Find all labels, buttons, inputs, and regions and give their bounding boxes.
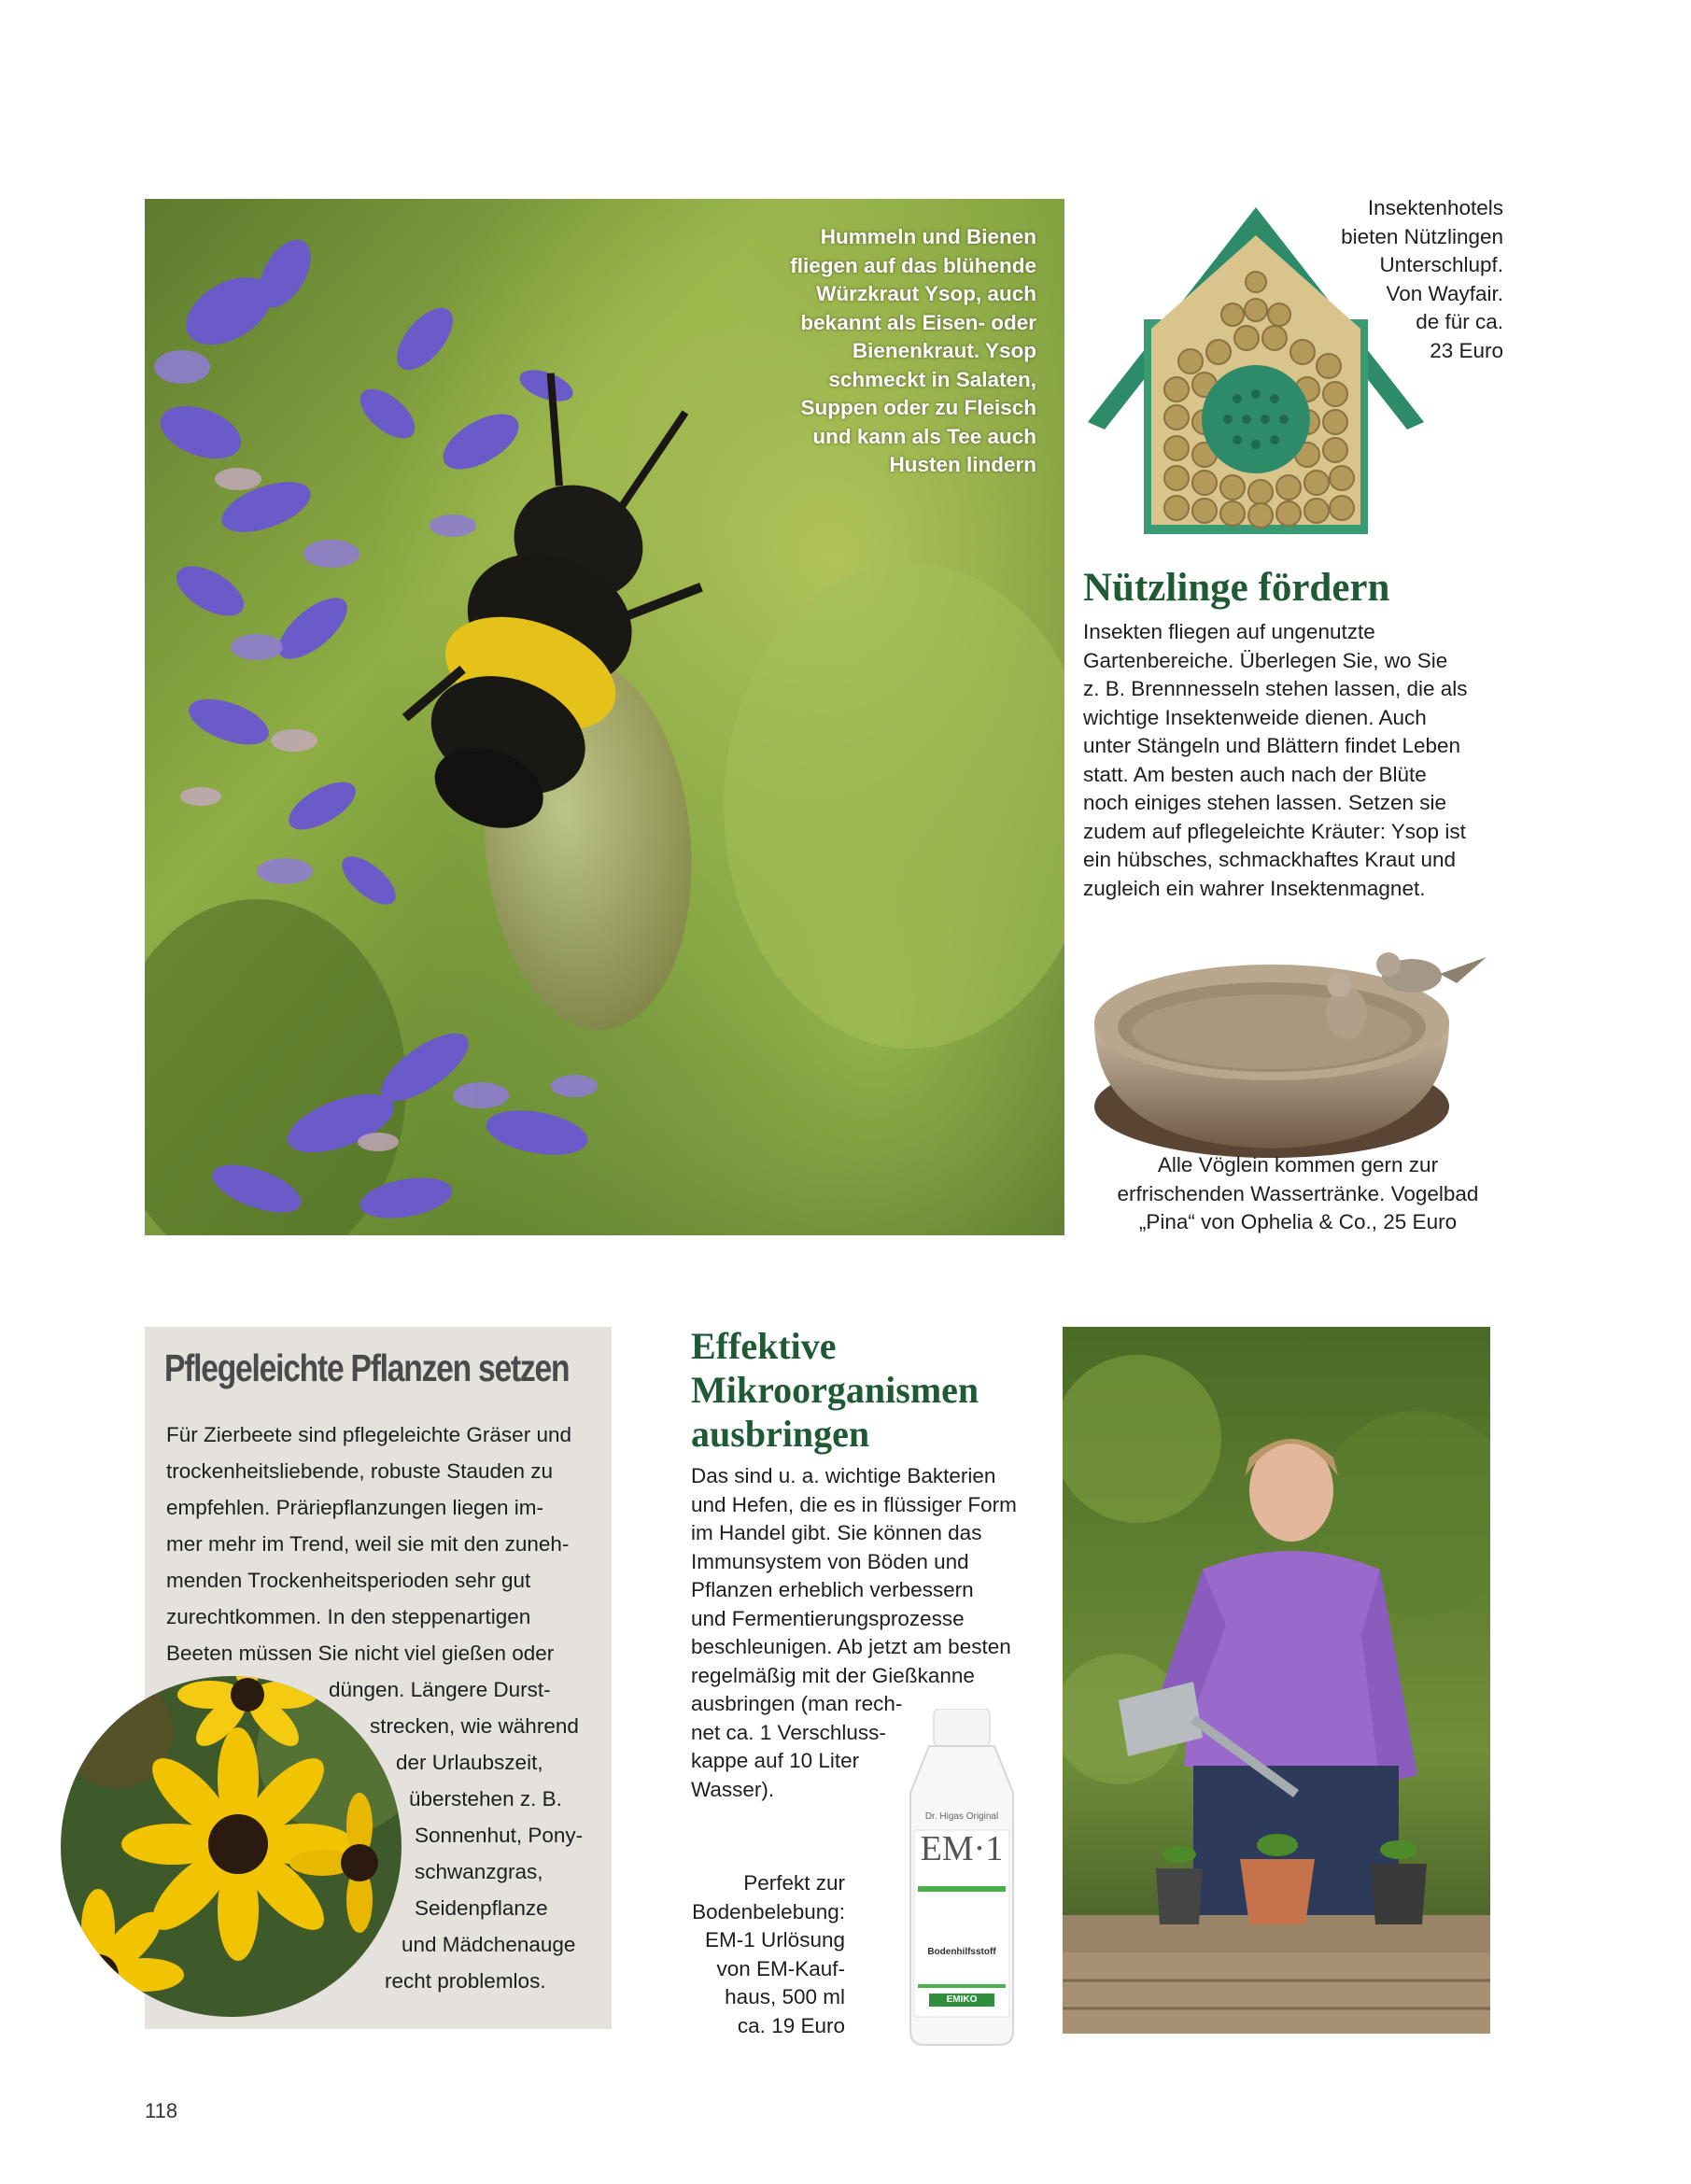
page-number: 118 — [145, 2099, 178, 2122]
nuetzlinge-body: Insekten fliegen auf ungenutzte Gartenbereiche. Überlegen Sie, wo Sie z. B. Brennnesseln stehen lassen, die als wichtige Insektenweide dienen. Auch unter Stängeln und Blättern findet Leben statt. Am besten auch nach der Blüte noch einiges stehen lassen. Setzen sie zudem auf pflegeleichte Kräuter: Ysop ist ein hübsches, schmackhaftes Kraut und zugleich ein wahrer Insektenmagnet. — [1083, 620, 1468, 900]
em-heading: Effektive Mikroorganismen ausbringen — [691, 1325, 979, 1455]
insect-hotel-caption: Insektenhotels bieten Nützlingen Unterschlupf. Von Wayfair. de für ca. 23 Euro — [1341, 196, 1503, 362]
bird-bath-image — [1085, 938, 1522, 1172]
bee-photo-caption: Hummeln und Bienen fliegen auf das blühende Würzkraut Ysop, auch bekannt als Eisen- oder Bienenkraut. Ysop schmeckt in Salaten, Suppen oder zu Fleisch und kann als Tee auch Husten lindern — [790, 225, 1036, 476]
bottle-brand: EM·1 — [920, 1829, 1004, 1868]
bumblebee-photo — [145, 199, 1064, 1235]
bird-bath-caption: Alle Vöglein kommen gern zur erfrischenden Wassertränke. Vogelbad „Pina“ von Ophelia & Co., 25 Euro — [1117, 1153, 1479, 1233]
em1-bottle-image — [873, 1709, 1050, 2047]
pflegeleichte-heading: Pflegeleichte Pflanzen setzen — [164, 1346, 570, 1389]
bottle-top-label: Dr. Higas Original — [924, 1811, 999, 1822]
rudbeckia-photo — [61, 1676, 402, 2017]
bottle-maker: EMIKO — [946, 1994, 978, 2005]
woman-watering-photo — [1063, 1327, 1490, 2034]
bottle-sub-label: Bodenhilfsstoff — [927, 1947, 996, 1957]
em-caption: Perfekt zur Bodenbelebung: EM-1 Urlösung von EM-Kauf- haus, 500 ml ca. 19 Euro — [692, 1871, 845, 2037]
nuetzlinge-heading: Nützlinge fördern — [1083, 566, 1390, 610]
